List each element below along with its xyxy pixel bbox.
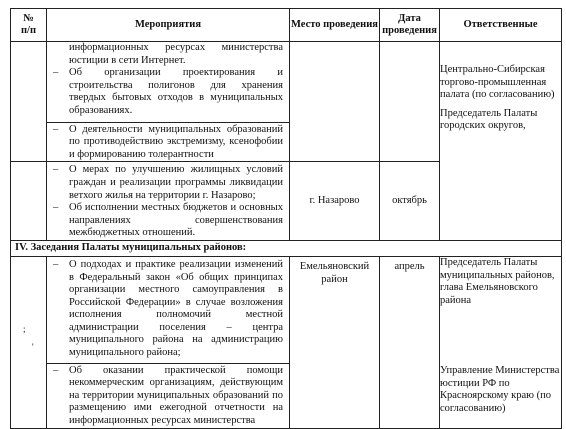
- row2-measures: [47, 162, 290, 241]
- section-label: IV. Заседания Палаты муниципальных районов:: [11, 240, 562, 256]
- list-item-text: Об оказании практической помощи некоммерческим организациям, действующим на территории муниципальных образований по размещению ими ежегодной отчетности на информационных ресурсах министерства: [69, 364, 283, 427]
- list-item-text: О мерах по улучшению жилищных условий граждан и реализации программы ликвидации ветхого жилья на территории г. Назарово;: [69, 164, 283, 201]
- row3-responsible-1: Председатель Палаты муниципальных районов, глава Емельяновского района: [440, 256, 555, 306]
- row3-date: апрель: [380, 256, 440, 428]
- row3-measures: [47, 256, 290, 428]
- table-row: [11, 42, 562, 162]
- list-item-text: Об исполнении местных бюджетов и основных направлениях совершенствования межбюджетных отношений.: [69, 202, 283, 239]
- list-item: [51, 124, 283, 162]
- row3-responsible-2: Управление Министерства юстиции РФ по Красноярскому краю (по согласованию): [440, 365, 560, 415]
- dash-marker: –: [53, 67, 59, 79]
- dash-marker: –: [53, 123, 59, 135]
- header-num: № п/п: [11, 9, 47, 42]
- row3-measures-list-b: [47, 363, 289, 428]
- header-responsible: Ответственные: [440, 9, 562, 42]
- header-place: Место проведения: [290, 9, 380, 42]
- list-item: [51, 259, 283, 360]
- list-item-text: О деятельности муниципальных образований по противодействию экстремизму, ксенофобии и формированию толерантности: [69, 123, 283, 160]
- row2-place: г. Назарово: [290, 162, 380, 241]
- row2-date: октябрь: [380, 162, 440, 241]
- header-date: Дата проведения: [380, 9, 440, 42]
- section-row: [11, 240, 562, 256]
- list-item-text: Об организации проектирования и строительства полигонов для хранения твердых бытовых отходов в муниципальных образованиях.: [69, 67, 283, 116]
- dash-marker: –: [53, 364, 59, 376]
- list-item: [51, 42, 283, 67]
- row3-num-mark-1: ;: [23, 323, 26, 334]
- list-item: [51, 164, 283, 202]
- row1-measures: [47, 42, 290, 162]
- row2-num: [11, 162, 47, 241]
- row1-measures-list-a: [47, 42, 289, 118]
- row1-responsible: [440, 42, 562, 241]
- header-measure: Мероприятия: [47, 9, 290, 42]
- list-item: [51, 67, 283, 117]
- row1-num: [11, 42, 47, 162]
- table-row: [11, 256, 562, 428]
- dash-marker: –: [53, 258, 59, 270]
- row3-num-mark-2: ': [32, 341, 34, 352]
- row1-date: [380, 42, 440, 162]
- row3-responsible: [440, 256, 562, 428]
- row1-measures-list-b: [47, 122, 289, 162]
- row3-measures-list-a: [47, 259, 289, 360]
- list-item-text: информационных ресурсах министерства юстиции в сети Интернет.: [69, 42, 283, 66]
- row1-responsible-1: Центрально-Сибирская торгово-промышленная палата (по согласованию): [440, 64, 555, 101]
- list-item-text: О подходах и практике реализации изменений в Федеральный закон «Об общих принципах организации местного самоуправления в Российской Федерации» в случае возложения исполнения полномочий местной администрации поселения – центра муниципального района на администрацию муниципального района;: [69, 258, 283, 359]
- row1-responsible-2: Председатель Палаты городских округов,: [440, 107, 538, 132]
- row2-measures-list: [47, 164, 289, 240]
- dash-marker: –: [53, 164, 59, 176]
- list-item: [51, 202, 283, 240]
- row3-place: Емельяновский район: [290, 256, 380, 428]
- dash-marker: –: [53, 202, 59, 214]
- list-item: [51, 365, 283, 428]
- events-table: [10, 8, 562, 429]
- row1-place: [290, 42, 380, 162]
- row3-num: [11, 256, 47, 428]
- table-header-row: [11, 9, 562, 42]
